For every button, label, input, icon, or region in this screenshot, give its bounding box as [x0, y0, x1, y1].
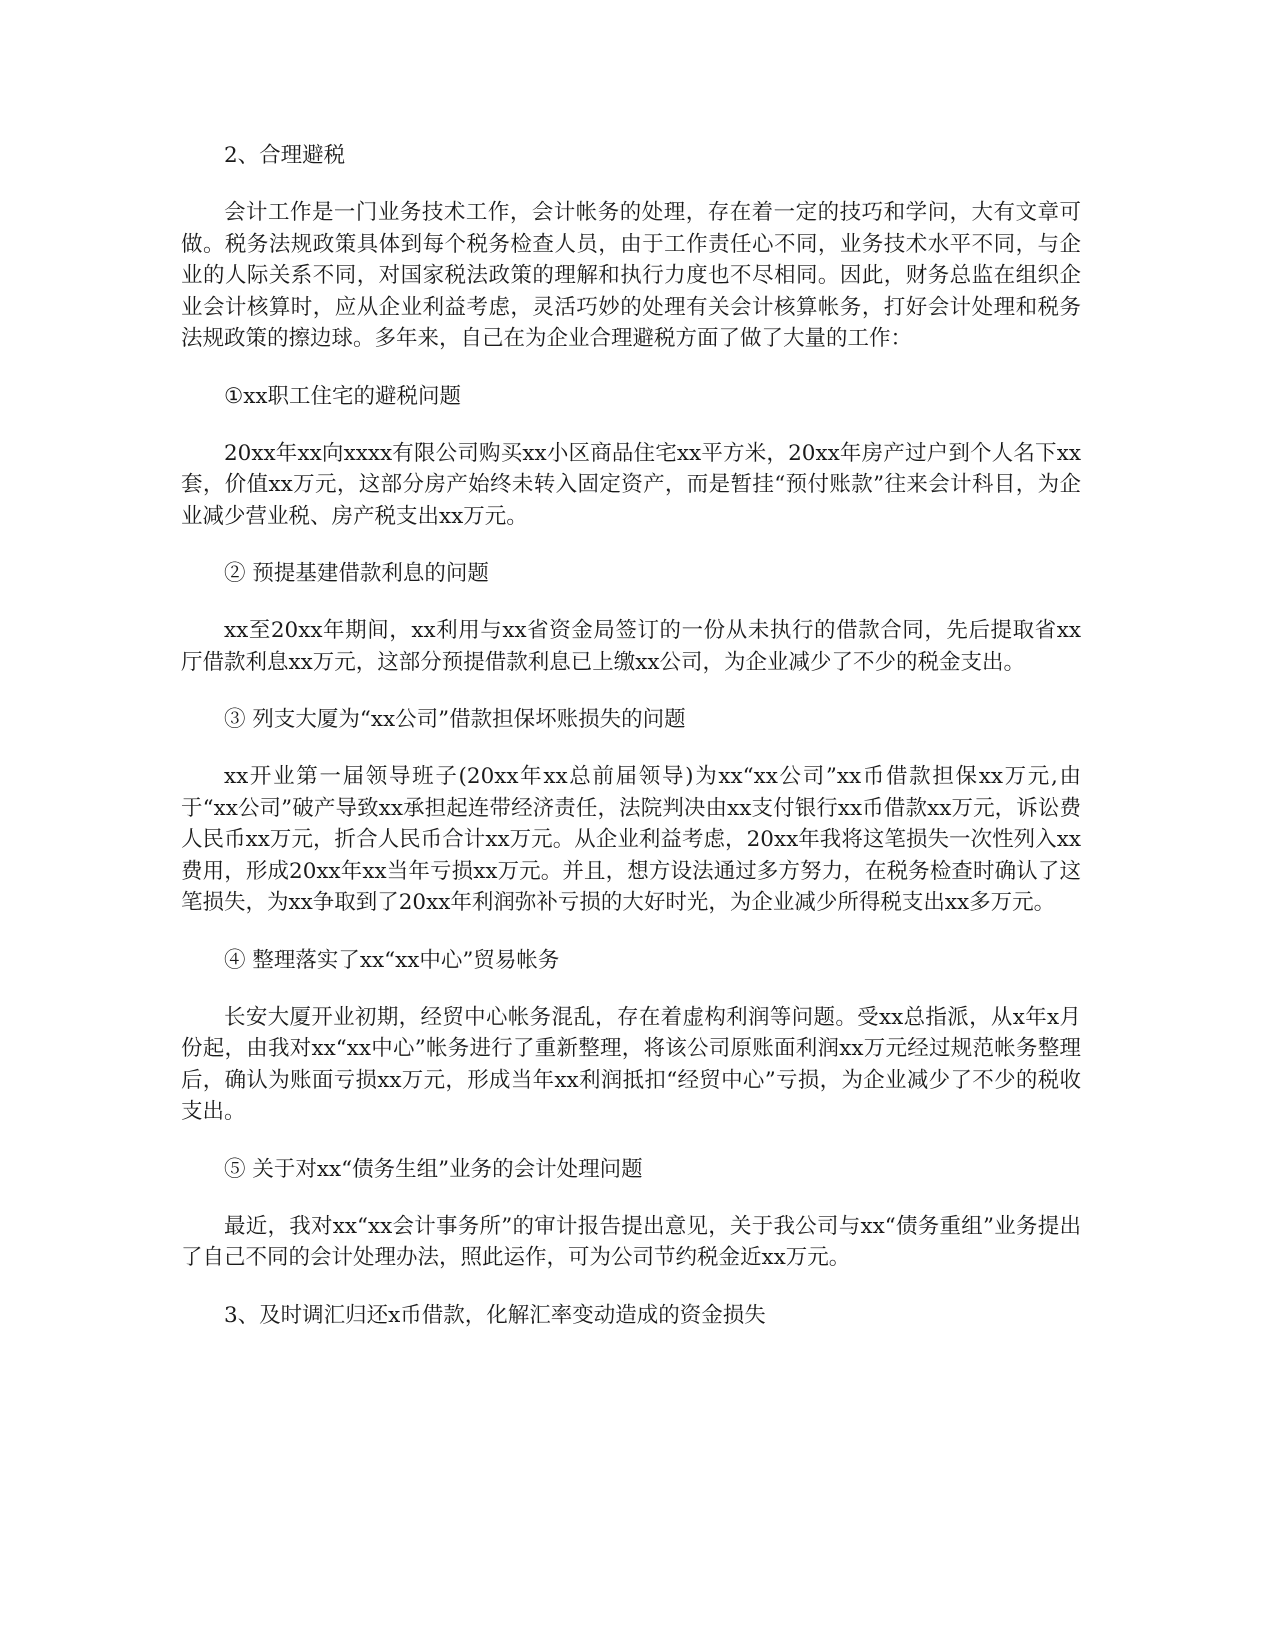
item-heading-5: ⑤ 关于对xx“债务生组”业务的会计处理问题: [224, 1156, 643, 1182]
paragraph-item-5: 最近，我对xx“xx会计事务所”的审计报告提出意见，关于我公司与xx“债务重组”业务提出了自己不同的会计处理办法，照此运作，可为公司节约税金近xx万元。: [181, 1213, 1081, 1270]
paragraph-intro: 会计工作是一门业务技术工作，会计帐务的处理，存在着一定的技巧和学问，大有文章可做。税务法规政策具体到每个税务检查人员，由于工作责任心不同，业务技术水平不同，与企业的人际关系不同，对国家税法政策的理解和执行力度也不尽相同。因此，财务总监在组织企业会计核算时，应从企业利益考虑，灵活巧妙的处理有关会计核算帐务，打好会计处理和税务法规政策的擦边球。多年来，自己在为企业合理避税方面了做了大量的工作：: [181, 200, 1081, 351]
item-heading-2: ② 预提基建借款利息的问题: [224, 561, 489, 586]
section-heading-tax-avoidance: 2、合理避税: [224, 143, 346, 168]
section-heading-currency: 3、及时调汇归还x币借款，化解汇率变动造成的资金损失: [224, 1302, 766, 1328]
item-heading-4: ④ 整理落实了xx“xx中心”贸易帐务: [224, 947, 560, 973]
paragraph-item-4: 长安大厦开业初期，经贸中心帐务混乱，存在着虚构利润等问题。受xx总指派，从x年x月份起，由我对xx“xx中心”帐务进行了重新整理，将该公司原账面利润xx万元经过规范帐务整理后，确认为账面亏损xx万元，形成当年xx利润抵扣“经贸中心”亏损，为企业减少了不少的税收支出。: [181, 1004, 1081, 1124]
paragraph-item-2: xx至20xx年期间，xx利用与xx省资金局签订的一份从未执行的借款合同，先后提取省xx厅借款利息xx万元，这部分预提借款利息已上缴xx公司，为企业减少了不少的税金支出。: [181, 618, 1081, 675]
item-heading-3: ③ 列支大厦为“xx公司”借款担保坏账损失的问题: [224, 707, 686, 732]
item-heading-1: ①xx职工住宅的避税问题: [224, 383, 462, 409]
paragraph-item-1: 20xx年xx向xxxx有限公司购买xx小区商品住宅xx平方米，20xx年房产过户到个人名下xx套，价值xx万元，这部分房产始终未转入固定资产，而是暂挂“预付账款”往来会计科目，为企业减少营业税、房产税支出xx万元。: [181, 440, 1081, 529]
document-page: [181, 140, 1081, 1357]
paragraph-item-3: xx开业第一届领导班子(20xx年xx总前届领导)为xx“xx公司”xx币借款担保xx万元,由于“xx公司”破产导致xx承担起连带经济责任，法院判决由xx支付银行xx币借款xx万元，诉讼费人民币xx万元，折合人民币合计xx万元。从企业利益考虑，20xx年我将这笔损失一次性列入xx费用，形成20xx年xx当年亏损xx万元。并且，想方设法通过多方努力，在税务检查时确认了这笔损失，为xx争取到了20xx年利润弥补亏损的大好时光，为企业减少所得税支出xx多万元。: [181, 764, 1081, 915]
